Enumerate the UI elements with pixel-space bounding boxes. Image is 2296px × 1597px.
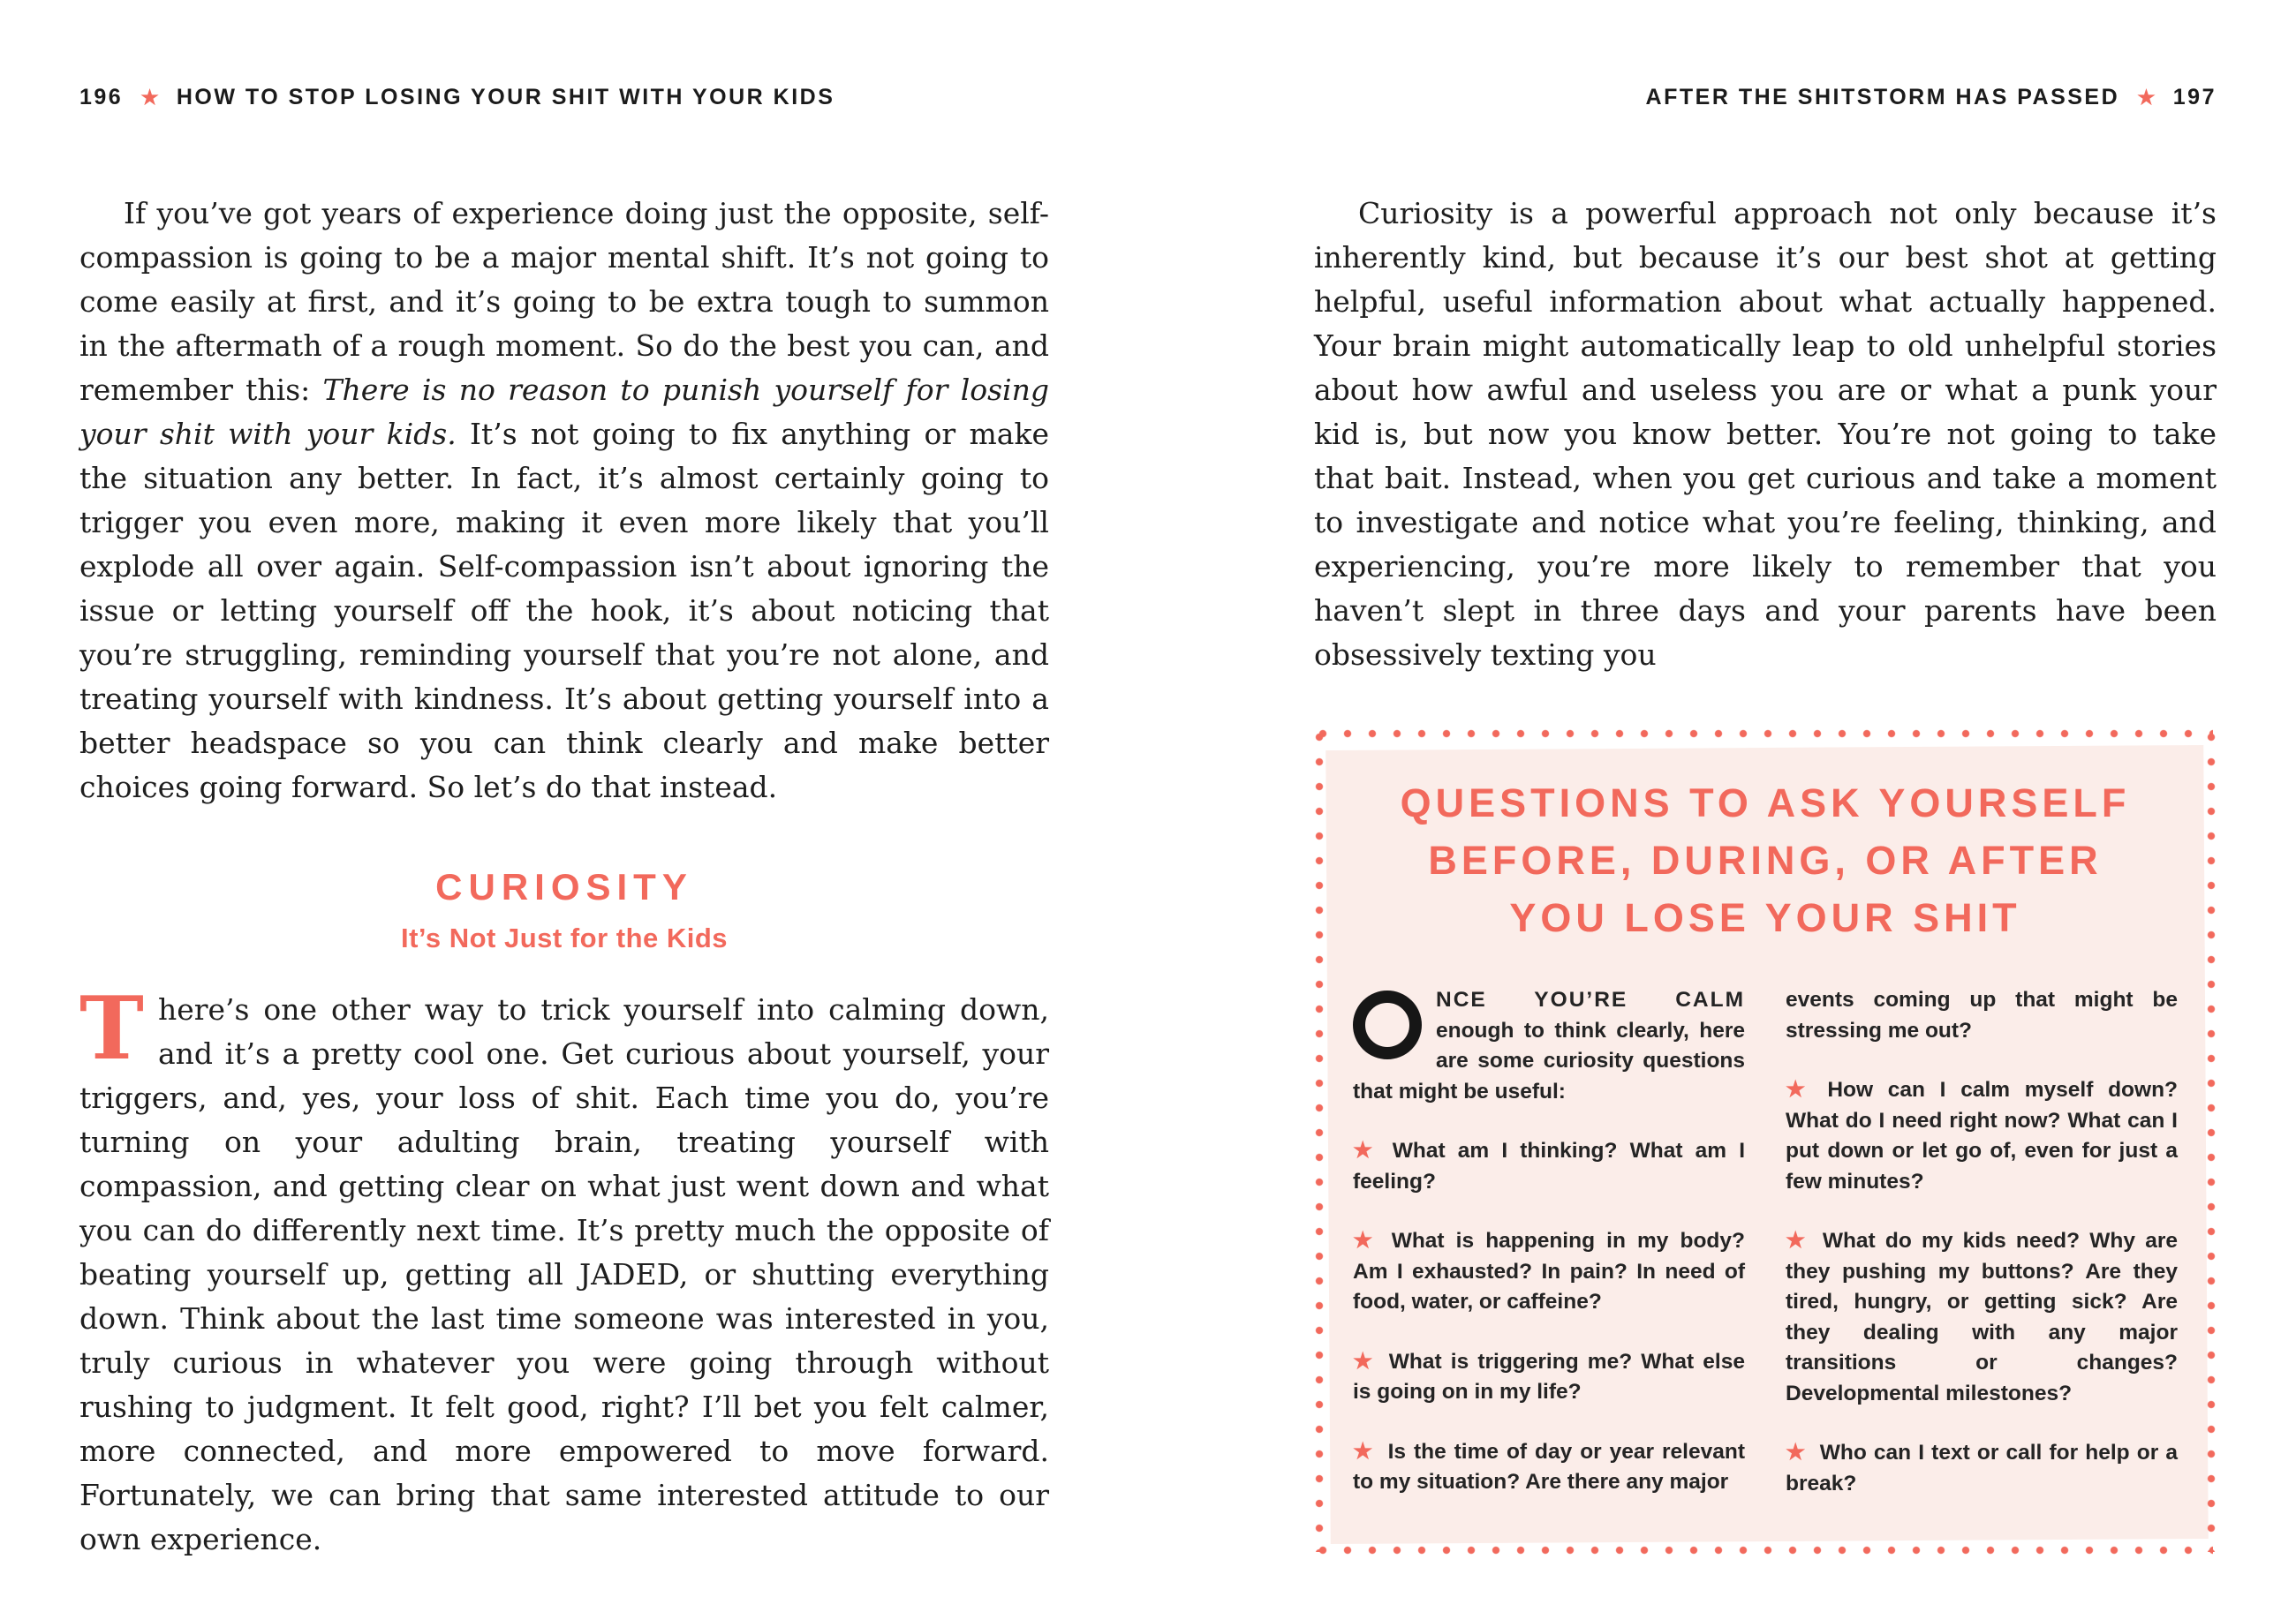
question-text: Is the time of day or year relevant to my situation? Are there any major: [1353, 1439, 1745, 1494]
star-bullet-icon: ★: [1786, 1228, 1809, 1253]
question-text: What is happening in my body? Am I exhausted? In pain? In need of food, water, or caffeine?: [1353, 1229, 1745, 1314]
questions-columns: [1353, 985, 2178, 1499]
star-bullet-icon: ★: [1786, 1077, 1815, 1102]
question-text: Who can I text or call for help or a break?: [1786, 1441, 2178, 1495]
star-icon: ★: [140, 86, 159, 109]
questions-intro-lead: NCE YOU’RE CALM: [1436, 988, 1745, 1012]
question-text: What am I thinking? What am I feeling?: [1353, 1139, 1745, 1194]
question-item: [1353, 1346, 1745, 1408]
page-number-left: 196: [79, 85, 124, 109]
section-subheading: It’s Not Just for the Kids: [400, 923, 729, 953]
questions-box-content: [1314, 728, 2217, 1556]
star-icon: ★: [2137, 86, 2156, 109]
drop-cap-o: [1353, 991, 1422, 1059]
page-left: [79, 85, 1049, 1562]
question-text: How can I calm myself down? What do I need right now? What can I put down or let go of, even for just a few minutes?: [1786, 1078, 2178, 1194]
star-bullet-icon: ★: [1353, 1348, 1376, 1374]
question-item: [1786, 1437, 2178, 1499]
running-header-left: [79, 85, 1049, 110]
questions-intro: [1353, 985, 1745, 1107]
questions-box-title-line: QUESTIONS TO ASK YOURSELF: [1400, 780, 2131, 825]
star-bullet-icon: ★: [1353, 1228, 1378, 1253]
question-text: What is triggering me? What else is going on in my life?: [1353, 1349, 1745, 1404]
question-item: [1786, 1225, 2178, 1409]
question-item: [1353, 1135, 1745, 1197]
paragraph-self-compassion: [79, 192, 1049, 810]
question-item: [1353, 1225, 1745, 1318]
star-bullet-icon: ★: [1353, 1438, 1375, 1464]
question-text: What do my kids need? Why are they pushing my buttons? Are they tired, hungry, or getting sick? Are they dealing with any major transitions or changes? Developmental milestones?: [1786, 1229, 2178, 1405]
page-right: [1314, 85, 2217, 1556]
questions-box-title: [1353, 774, 2178, 946]
questions-box: [1314, 728, 2217, 1556]
questions-column-right: [1786, 985, 2178, 1499]
running-header-right: [1314, 85, 2217, 110]
paragraph-curiosity-powerful: Curiosity is a powerful approach not only because it’s inherently kind, but because it’s our best shot at getting helpful, useful information about what actually happened. Your brain might automatically leap to old unhelpful stories about how awful and useless you are or what a punk your kid is, but now you know better. You’re not going to take that bait. Instead, when you get curious and take a moment to investigate and notice what you’re feeling, thinking, and experiencing, you’re more likely to remember that you haven’t slept in three days and your parents have been obsessively texting you: [1314, 196, 2217, 672]
paragraph-curiosity-intro: [79, 978, 1049, 1562]
star-bullet-icon: ★: [1786, 1440, 1807, 1465]
question-continuation: events coming up that might be stressing me out?: [1786, 988, 2178, 1043]
question-item: [1786, 1074, 2178, 1197]
questions-box-title-line: BEFORE, DURING, OR AFTER: [1428, 838, 2103, 883]
questions-box-title-line: YOU LOSE YOUR SHIT: [1509, 895, 2021, 940]
paragraph-text: It’s not going to fix anything or make the situation any better. In fact, it’s almost certainly going to trigger you even more, making it even more likely that you’ll explode all over again. Self-compassion isn’t about ignoring the issue or letting yourself off the hook, it’s about noticing that you’re struggling, reminding yourself that you’re not alone, and treating yourself with kindness. It’s about getting yourself into a better headspace so you can think clearly and make better choices going forward. So let’s do that instead.: [79, 417, 1049, 804]
questions-column-left: [1353, 985, 1745, 1499]
questions-intro-text: enough to think clearly, here are some curiosity questions that might be useful:: [1353, 1018, 1745, 1104]
paragraph-italic-text: There is no reason to punish yourself for losing your shit with your kids.: [79, 373, 1049, 451]
paragraph-text: If you’ve got years of experience doing just the opposite, self-compassion is going to be a major mental shift. It’s not going to come easily at first, and it’s going to be extra tough to summon in the aftermath of a rough moment. So do the best you can, and remember this:: [79, 196, 1049, 407]
running-title-left: HOW TO STOP LOSING YOUR SHIT WITH YOUR KIDS: [176, 85, 835, 109]
section-heading-curiosity: CURIOSITY: [435, 866, 693, 908]
question-item: [1353, 1436, 1745, 1498]
star-bullet-icon: ★: [1353, 1138, 1379, 1163]
page-number-right: 197: [2172, 85, 2217, 109]
drop-cap-t: T: [79, 978, 144, 1080]
running-title-right: AFTER THE SHITSTORM HAS PASSED: [1645, 85, 2120, 109]
paragraph-text: here’s one other way to trick yourself into calming down, and it’s a pretty cool one. Get curious about yourself, your triggers, and, yes, your loss of shit. Each time you do, you’re turning on your adulting brain, treating yourself with compassion, and getting clear on what just went down and what you can do differently next time. It’s pretty much the opposite of beating yourself up, getting all JADED, or shutting everything down. Think about the last time someone was interested in you, truly curious in whatever you were going through without rushing to judgment. It felt good, right? I’ll bet you felt calmer, more connected, and more empowered to move forward. Fortunately, we can bring that same interested attitude to our own experience.: [79, 992, 1049, 1556]
